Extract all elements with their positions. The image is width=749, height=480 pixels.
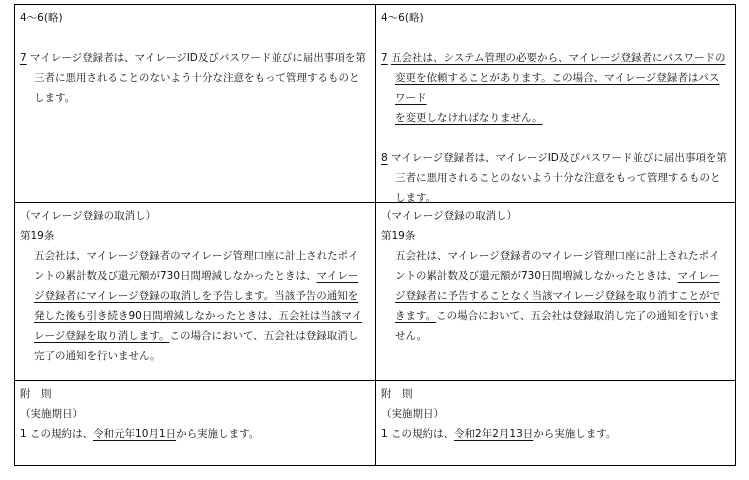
row2-right-cell xyxy=(381,206,727,346)
clause-text-line-2: 変更を依頼することがあります。この場合、マイレージ登録者はパスワード xyxy=(395,72,720,104)
omitted-note: 4～6(略) xyxy=(20,12,63,24)
supplementary-caption: （実施期日） xyxy=(20,408,83,420)
effective-date: 令和2年2月13日 xyxy=(454,428,534,440)
clause-8-right xyxy=(381,148,727,208)
clause-text: この規約は、 xyxy=(30,428,94,440)
supplementary-title: 附 則 xyxy=(381,388,413,400)
clause-text-end: から実施します。 xyxy=(533,428,617,440)
article-body xyxy=(381,246,727,346)
article-text-end: この場合において、五会社は登録取消し完了の通知を行いません。 xyxy=(395,310,720,342)
article-text: 五会社は、マイレージ登録者のマイレージ管理口座に計上されたポイントの累計数及び還元額が730日間増減しなかったときは、 xyxy=(395,250,720,282)
article-number: 第19条 xyxy=(20,230,55,242)
article-body xyxy=(20,246,366,366)
effective-date-clause xyxy=(381,424,727,444)
clause-number: 7 xyxy=(20,52,27,64)
article-caption: （マイレージ登録の取消し） xyxy=(381,210,518,222)
clause-text-line-1: 五会社は、システム管理の必要から、マイレージ登録者にパスワードの xyxy=(391,52,726,64)
row1-right-cell xyxy=(381,8,727,208)
clause-text: マイレージ登録者は、マイレージID及びパスワード並びに届出事項を第三者に悪用されることのないよう十分な注意をもって管理するものとします。 xyxy=(391,152,727,204)
clause-number: 1 xyxy=(381,428,388,440)
row1-left-cell xyxy=(20,8,366,108)
row3-right-cell xyxy=(381,384,727,444)
effective-date-clause xyxy=(20,424,366,444)
article-text-amended: マイレージ登録者にマイレージ登録の取消しを予告します。当該予告の通知を発した後も引き続き90日間増減しなかったときは、五会社は当該マイレージ登録を取り消します。 xyxy=(34,270,363,342)
clause-number: 7 xyxy=(381,52,388,64)
article-number: 第19条 xyxy=(381,230,416,242)
table-border-right xyxy=(735,4,736,466)
clause-number: 1 xyxy=(20,428,27,440)
effective-date: 令和元年10月1日 xyxy=(93,428,177,440)
row3-left-cell xyxy=(20,384,366,444)
supplementary-caption: （実施期日） xyxy=(381,408,444,420)
clause-text-line-3: を変更しなければなりません。 xyxy=(395,112,543,124)
clause-text: マイレージ登録者は、マイレージID及びパスワード並びに届出事項を第三者に悪用されることのないよう十分な注意をもって管理するものとします。 xyxy=(30,52,366,104)
table-border-left xyxy=(14,4,15,466)
clause-7-left xyxy=(20,48,366,108)
article-text-end: この場合において、五会社は登録取消し完了の通知を行いません。 xyxy=(34,330,359,362)
clause-text-end: から実施します。 xyxy=(176,428,260,440)
article-caption: （マイレージ登録の取消し） xyxy=(20,210,157,222)
row2-left-cell xyxy=(20,206,366,366)
omitted-note: 4～6(略) xyxy=(381,12,424,24)
clause-7-right xyxy=(381,48,727,128)
column-divider xyxy=(375,4,376,466)
clause-text: この規約は、 xyxy=(391,428,455,440)
clause-number: 8 xyxy=(381,152,388,164)
supplementary-title: 附 則 xyxy=(20,388,52,400)
article-text: 五会社は、マイレージ登録者のマイレージ管理口座に計上されたポイントの累計数及び還元額が730日間増減しなかったときは、 xyxy=(34,250,359,282)
article-text-amended: マイレージ登録者に予告することなく当該マイレージ登録を取り消すことができます。 xyxy=(395,270,721,322)
